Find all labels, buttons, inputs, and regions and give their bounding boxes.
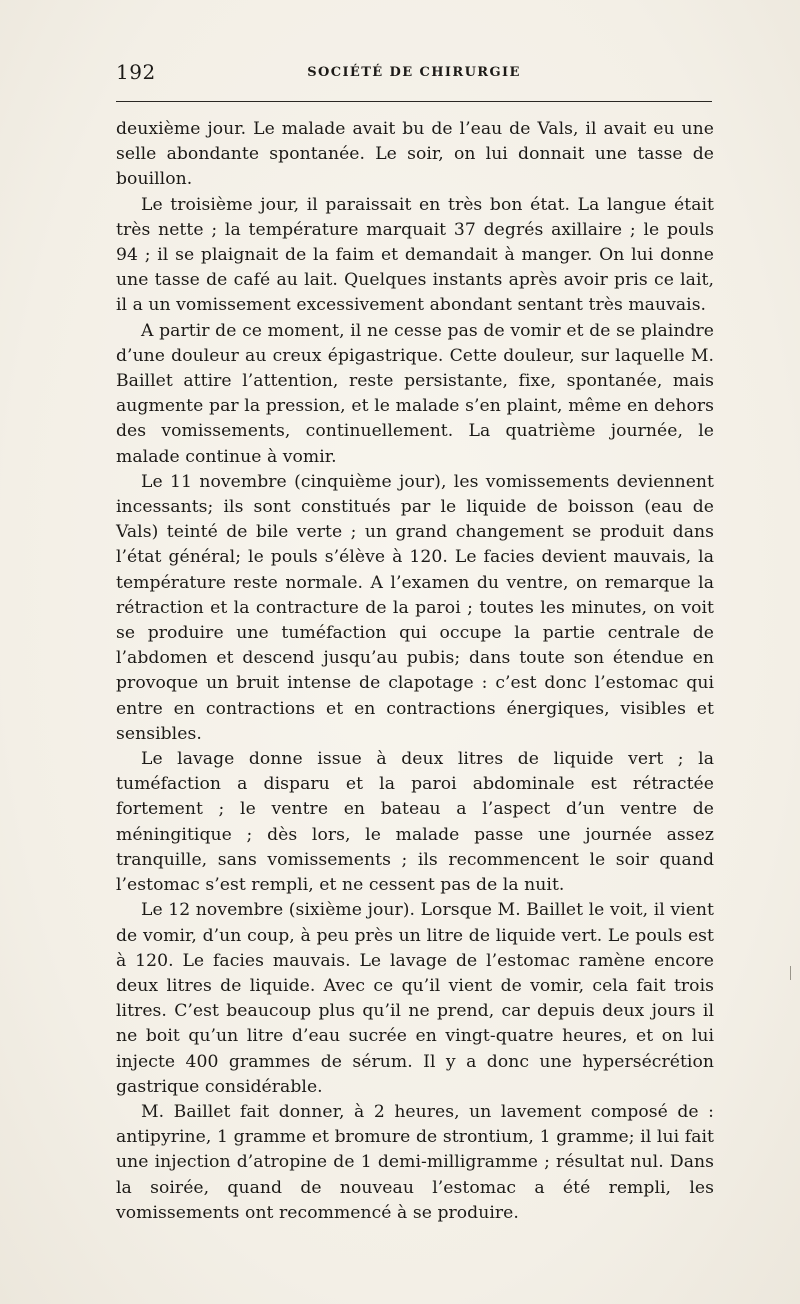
paragraph: Le 11 novembre (cinquième jour), les vomissements deviennent incessants; ils sont constitués par le liquide de boisson (eau de Vals) teinté de bile verte ; un grand changement se produit dans l’état général; le pouls s’élève à 120. Le facies devient mauvais, la température reste normale. A l’examen du ventre, on remarque la rétraction et la contracture de la paroi ; toutes les minutes, on voit se produire une tuméfaction qui occupe la partie centrale de l’abdomen et descend jusqu’au pubis; dans toute son étendue en provoque un bruit intense de clapotage : c’est donc l’estomac qui entre en contractions et en contractions énergiques, visibles et sensibles. [116,471,714,744]
paper-speck [790,966,791,980]
paragraph: M. Baillet fait donner, à 2 heures, un lavement composé de : antipyrine, 1 gramme et bromure de strontium, 1 gramme; il lui fait une injection d’atropine de 1 demi-milligramme ; résultat nul. Dans la soirée, quand de nouveau l’estomac a été rempli, les vomissements ont recommencé à se produire. [116,1101,714,1223]
page-number: 192 [116,60,156,84]
header-rule [116,101,712,102]
paragraph: A partir de ce moment, il ne cesse pas de vomir et de se plaindre d’une douleur au creux épigastrique. Cette douleur, sur laquelle M. Baillet attire l’attention, reste persistante, fixe, spontanée, mais augmente par la pression, et le malade s’en plaint, même en dehors des vomissements, continuellement. La quatrième journée, le malade continue à vomir. [116,320,714,467]
page-header [116,60,712,86]
body-text [116,117,714,1226]
running-head: SOCIÉTÉ DE CHIRURGIE [307,65,521,80]
paragraph: Le troisième jour, il paraissait en très bon état. La langue était très nette ; la température marquait 37 degrés axillaire ; le pouls 94 ; il se plaignait de la faim et demandait à manger. On lui donne une tasse de café au lait. Quelques instants après avoir pris ce lait, il a un vomissement excessivement abondant sentant très mauvais. [116,194,714,316]
paragraph: Le lavage donne issue à deux litres de liquide vert ; la tuméfaction a disparu et la paroi abdominale est rétractée fortement ; le ventre en bateau a l’aspect d’un ventre de méningitique ; dès lors, le malade passe une journée assez tranquille, sans vomissements ; ils recommencent le soir quand l’estomac s’est rempli, et ne cessent pas de la nuit. [116,749,714,896]
paragraph: deuxième jour. Le malade avait bu de l’eau de Vals, il avait eu une selle abondante spontanée. Le soir, on lui donnait une tasse de bouillon. [116,119,714,190]
paragraph: Le 12 novembre (sixième jour). Lorsque M. Baillet le voit, il vient de vomir, d’un coup, à peu près un litre de liquide vert. Le pouls est à 120. Le facies mauvais. Le lavage de l’estomac ramène encore deux litres de liquide. Avec ce qu’il vient de vomir, cela fait trois litres. C’est beaucoup plus qu’il ne prend, car depuis deux jours il ne boit qu’un litre d’eau sucrée en vingt-quatre heures, et on lui injecte 400 grammes de sérum. Il y a donc une hypersécrétion gastrique considérable. [116,900,714,1097]
